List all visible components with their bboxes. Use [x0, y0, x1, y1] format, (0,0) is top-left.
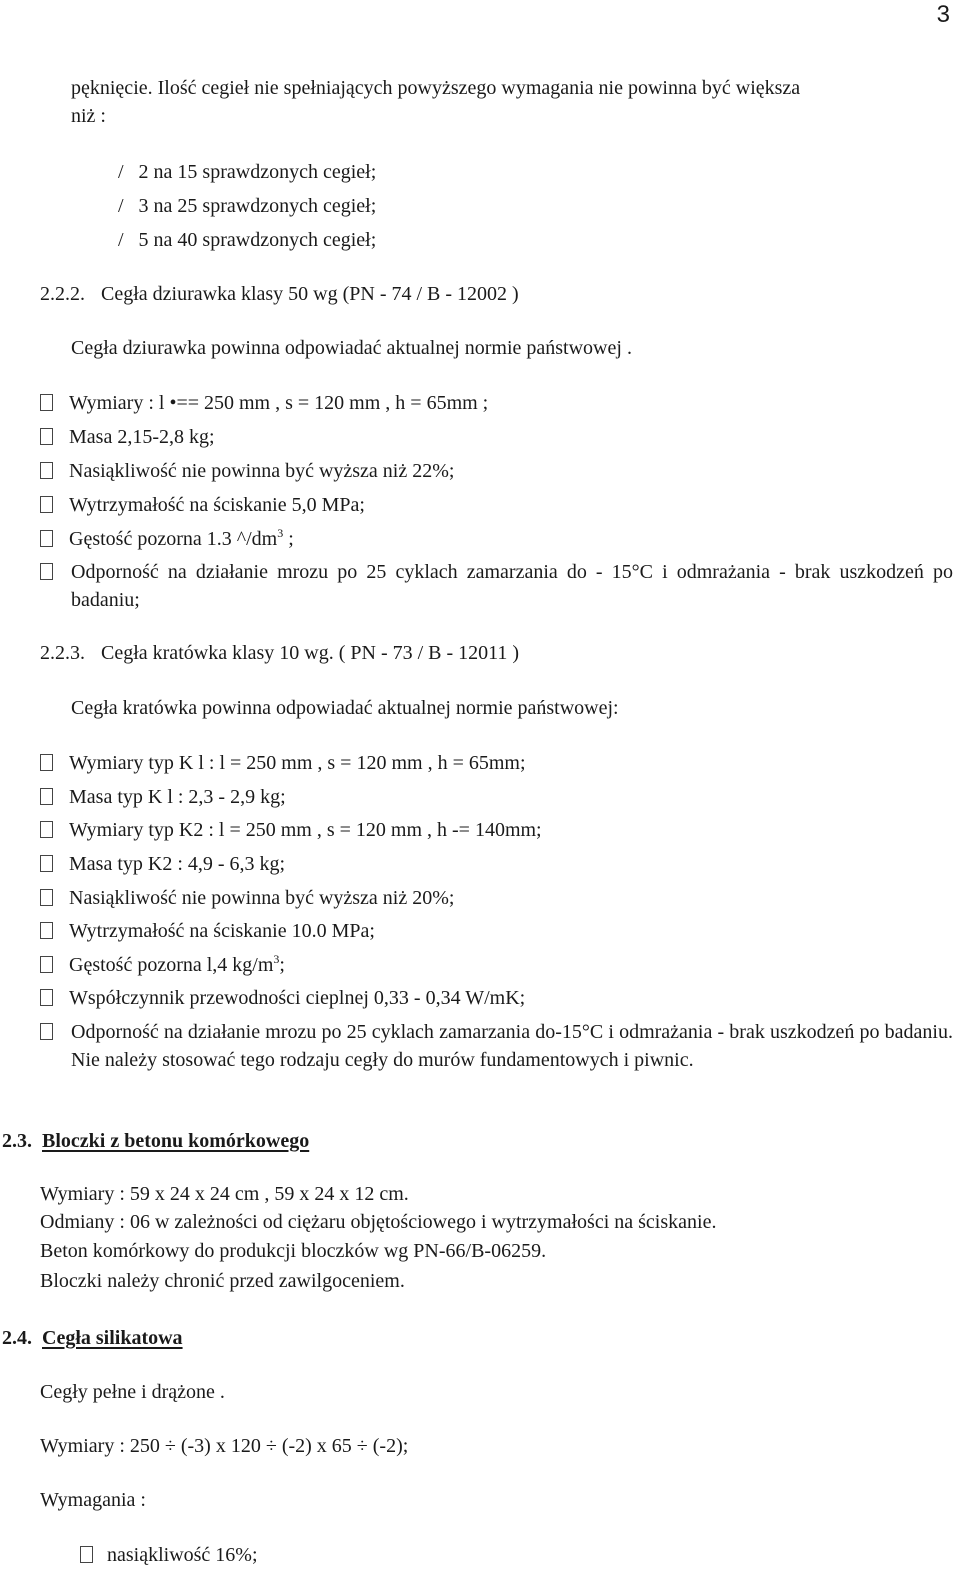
- text-line: Wymiary : 59 x 24 x 24 cm , 59 x 24 x 12 cm.: [40, 1183, 409, 1205]
- text-line: niż :: [71, 105, 106, 127]
- list-item-box: [40, 1020, 69, 1044]
- checkbox-icon: [40, 855, 53, 872]
- list-item: Masa typ K2 : 4,9 - 6,3 kg;: [40, 852, 285, 876]
- ratio-item: / 2 na 15 sprawdzonych cegieł;: [118, 161, 377, 183]
- checkbox-icon: [40, 889, 53, 906]
- section-heading: [2, 1129, 309, 1153]
- list-item: Wytrzymałość na ściskanie 10.0 MPa;: [40, 919, 375, 943]
- checkbox-icon: [40, 1023, 53, 1040]
- text-line: Beton komórkowy do produkcji bloczków wg PN-66/B-06259.: [40, 1240, 547, 1262]
- section-number: 2.2.2.: [40, 283, 85, 305]
- checkbox-icon: [40, 956, 53, 973]
- section-number: 2.4.: [2, 1327, 32, 1349]
- list-item: Odporność na działanie mrozu po 25 cyklach zamarzania do-15°C i odmrażania - brak uszkodzeń po badaniu. Nie należy stosować tego rodzaju cegły do murów fundamentowych i piwnic.: [71, 1021, 953, 1071]
- list-item: nasiąkliwość 16%;: [80, 1543, 258, 1567]
- section-intro: Cegła dziurawka powinna odpowiadać aktualnej normie państwowej .: [71, 337, 632, 359]
- text-line: Cegły pełne i drążone .: [40, 1381, 225, 1403]
- checkbox-icon: [40, 788, 53, 805]
- checkbox-icon: [40, 428, 53, 445]
- page-number: 3: [936, 1, 950, 28]
- section-heading: [2, 1326, 183, 1350]
- section-intro: Cegła kratówka powinna odpowiadać aktualnej normie państwowej:: [71, 697, 619, 719]
- list-item: Nasiąkliwość nie powinna być wyższa niż 20%;: [40, 886, 454, 910]
- list-item: Nasiąkliwość nie powinna być wyższa niż 22%;: [40, 459, 454, 483]
- checkbox-icon: [40, 530, 53, 547]
- text-line: Wymiary : 250 ÷ (-3) x 120 ÷ (-2) x 65 ÷ (-2);: [40, 1435, 409, 1457]
- checkbox-icon: [40, 989, 53, 1006]
- checkbox-icon: [80, 1546, 93, 1563]
- list-item: Odporność na działanie mrozu po 25 cyklach zamarzania do - 15°C i odmrażania - brak uszkodzeń po badaniu;: [71, 561, 953, 611]
- list-item: Wymiary typ K l : l = 250 mm , s = 120 mm , h = 65mm;: [40, 751, 526, 775]
- ratio-item: / 5 na 40 sprawdzonych cegieł;: [118, 229, 377, 251]
- list-item: Masa typ K l : 2,3 - 2,9 kg;: [40, 785, 286, 809]
- section-heading: [40, 641, 519, 665]
- checkbox-icon: [40, 563, 53, 580]
- checkbox-icon: [40, 821, 53, 838]
- list-item-box: [40, 560, 69, 584]
- section-number: 2.3.: [2, 1130, 32, 1152]
- section-title: Cegła silikatowa: [42, 1327, 183, 1349]
- section-title: Bloczki z betonu komórkowego: [42, 1130, 310, 1152]
- section-title: Cegła dziurawka klasy 50 wg (PN - 74 / B - 12002 ): [101, 283, 519, 305]
- checkbox-icon: [40, 496, 53, 513]
- list-item: Gęstość pozorna 1.3 $\^{}/dm^3$ ;: [40, 527, 294, 551]
- list-item: Wytrzymałość na ściskanie 5,0 MPa;: [40, 493, 365, 517]
- checkbox-icon: [40, 462, 53, 479]
- text-line: pęknięcie. Ilość cegieł nie spełniających powyższego wymagania nie powinna być większa: [71, 77, 801, 99]
- ratio-item: / 3 na 25 sprawdzonych cegieł;: [118, 195, 377, 217]
- section-number: 2.2.3.: [40, 642, 85, 664]
- checkbox-icon: [40, 922, 53, 939]
- text-line: Bloczki należy chronić przed zawilgoceniem.: [40, 1270, 405, 1292]
- list-item: Współczynnik przewodności cieplnej 0,33 - 0,34 W/mK;: [40, 986, 525, 1010]
- section-heading: [40, 282, 519, 306]
- checkbox-icon: [40, 394, 53, 411]
- section-title: Cegła kratówka klasy 10 wg. ( PN - 73 / B - 12011 ): [101, 642, 520, 664]
- text-line: Odmiany : 06 w zależności od ciężaru objętościowego i wytrzymałości na ściskanie.: [40, 1211, 717, 1233]
- list-item: Wymiary : l •== 250 mm , s = 120 mm , h = 65mm ;: [40, 391, 488, 415]
- checkbox-icon: [40, 754, 53, 771]
- text-line: Wymagania :: [40, 1489, 146, 1511]
- list-item: Wymiary typ K2 : l = 250 mm , s = 120 mm , h -= 140mm;: [40, 818, 542, 842]
- list-item: Masa 2,15-2,8 kg;: [40, 425, 215, 449]
- list-item: Gęstość pozorna l,4 $kg/m^3$;: [40, 953, 285, 977]
